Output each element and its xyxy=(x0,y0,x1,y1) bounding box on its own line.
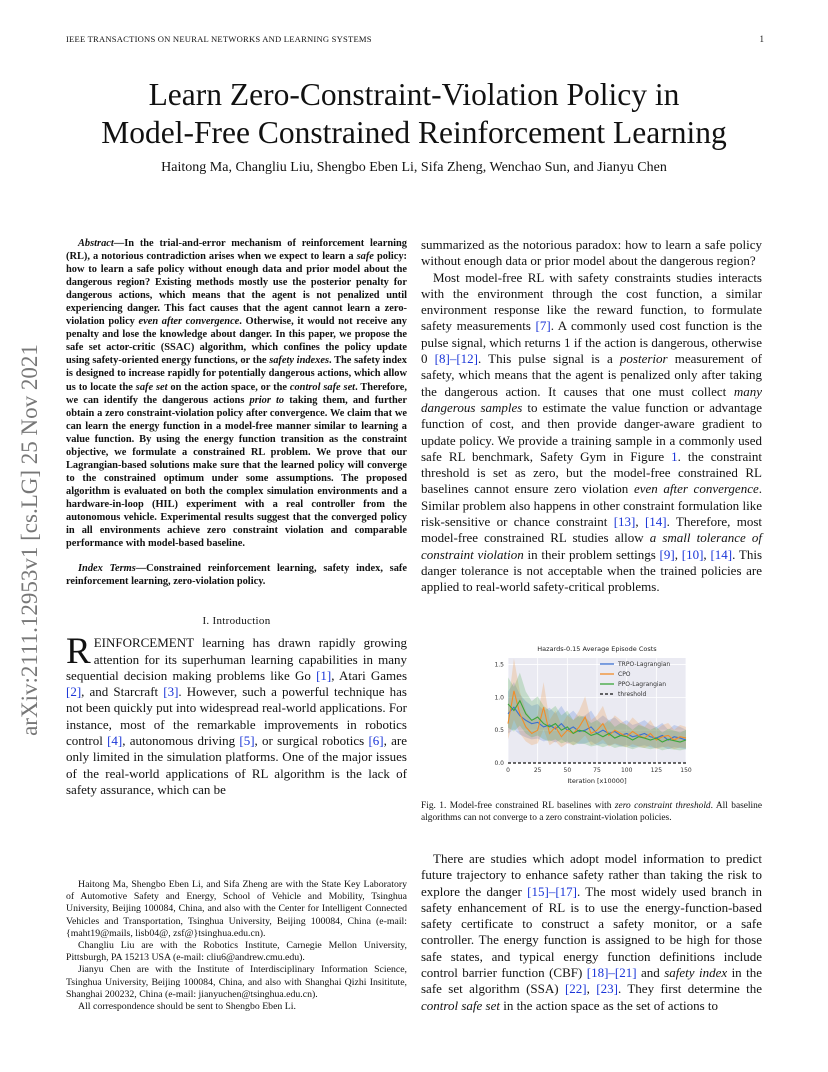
y-tick-label: 1.5 xyxy=(494,661,504,669)
arxiv-stamp: arXiv:2111.12953v1 [cs.LG] 25 Nov 2021 xyxy=(17,344,42,736)
abstract-text: —In the trial-and-error mechanism of reinforcement learning (RL), a notorious contradiction arises when we expect to learn a xyxy=(66,238,407,263)
body-paragraph xyxy=(421,851,762,1014)
citation-link[interactable]: [5] xyxy=(239,733,255,748)
intro-text: , Atari Games xyxy=(331,667,407,683)
page-number: 1 xyxy=(759,34,764,44)
abstract xyxy=(66,237,407,550)
chart-title: Hazards-0.15 Average Episode Costs xyxy=(537,645,657,653)
body-emph: a small tolerance of constraint violation xyxy=(421,530,762,562)
citation-link[interactable]: [6] xyxy=(368,733,384,748)
abstract-lead: Abstract xyxy=(78,238,114,249)
y-tick-labels xyxy=(494,662,504,767)
citation-link[interactable]: [22] xyxy=(564,981,587,997)
citation-link[interactable]: [14] xyxy=(644,514,667,530)
caption-text: . All baseline algorithms can not converge to a zero constraint-violation policies. xyxy=(421,801,762,823)
continued-paragraph: summarized as the notorious paradox: how to learn a safe policy without enough data or prior model about the dangerous region? xyxy=(421,237,762,269)
right-column-lower xyxy=(421,851,762,1014)
index-terms-text: —Constrained reinforcement learning, safety index, safe reinforcement learning, zero-violation policy. xyxy=(66,563,407,588)
abstract-text: on the action space, or the xyxy=(167,381,290,393)
paper-title xyxy=(60,76,768,152)
intro-text: EINFORCEMENT learning has drawn rapidly growing attention for its superhuman learning capabilities in many sequential decision making problems like Go xyxy=(66,635,407,683)
author-list: Haitong Ma, Changliu Liu, Shengbo Eben Li, Sifa Zheng, Wenchao Sun, and Jianyu Chen xyxy=(161,160,667,175)
citation-link[interactable]: [23] xyxy=(596,981,618,997)
body-text: to estimate the value function or advantage function of cost, and then provide danger-aware gradient to update policy. We provide a training sample in a commonly used safe RL benchmark, Safety Gym in Figure xyxy=(421,399,762,464)
body-text: , xyxy=(703,546,711,562)
body-text: in the action space as the set of actions to xyxy=(499,997,718,1013)
y-tick-label: 0.0 xyxy=(494,760,504,767)
x-tick-label: 25 xyxy=(533,767,542,774)
figure-chart xyxy=(480,640,700,790)
caption-text: Model-free constrained RL baselines with xyxy=(446,801,615,811)
body-text: . A commonly used cost function is the pulse signal, which returns 1 if the action is dangerous, otherwise 0 xyxy=(421,318,762,367)
caption-lead: Fig. 1. xyxy=(421,801,447,811)
x-tick-label: 150 xyxy=(680,767,692,774)
citation-link[interactable]: [1] xyxy=(316,667,332,683)
body-text: Most model-free RL with safety constraints studies interacts with the environment through the cost function, a similar environment response like the reward function, to formulate safety measurements xyxy=(421,269,762,334)
x-tick-label: 100 xyxy=(620,767,633,774)
citation-link[interactable]: [14] xyxy=(710,546,733,562)
citation-link[interactable]: [10] xyxy=(681,546,704,562)
x-tick-label: 125 xyxy=(650,767,663,774)
figure-ref-link[interactable]: 1 xyxy=(671,448,678,464)
abstract-emph: prior to xyxy=(249,394,285,406)
citation-link[interactable]: [7] xyxy=(535,318,551,334)
abstract-text: policy: how to learn a safe policy without enough data and prior model about the dangerous region? Existing methods mostly use the posterior penalty for dangerous actions, which means that the agent is not penalized until experiencing danger. This fact causes that the agent cannot learn a zero-violation policy xyxy=(66,251,407,328)
citation-link[interactable]: [8]–[12] xyxy=(434,351,478,367)
intro-text: , autonomous driving xyxy=(122,733,240,748)
body-text: . This pulse signal is a xyxy=(477,351,620,367)
body-text: , xyxy=(674,546,682,562)
body-text: . the constraint threshold is set as zero, but the model-free constrained RL baselines cannot ensure zero violation xyxy=(421,448,762,497)
left-column xyxy=(66,237,407,798)
footnotes xyxy=(66,879,407,1013)
citation-link[interactable]: [9] xyxy=(659,546,675,562)
intro-text: , or surgical robotics xyxy=(254,733,369,748)
running-header: IEEE TRANSACTIONS ON NEURAL NETWORKS AND LEARNING SYSTEMS xyxy=(66,34,372,44)
body-text: . The most widely used branch in safety enhancement of RL is to use the energy-function-based safety certificate to construct a safety monitor, or a safe controller. The energy function is assigned to be high for those safe states, and typical energy function definitions include control barrier function (CBF) xyxy=(421,883,763,981)
section-heading: I. Introduction xyxy=(202,615,271,628)
body-text: measurement of safety, which means that the agent is penalized only after taking the dangerous action. It causes that one must collect xyxy=(421,351,763,399)
index-terms-lead: Index Terms xyxy=(78,563,136,575)
y-tick-label: 0.5 xyxy=(494,727,504,735)
legend-label: PPO-Lagrangian xyxy=(618,681,667,688)
citation-link[interactable]: [2] xyxy=(66,684,82,700)
legend-label: threshold xyxy=(618,691,647,698)
title-line-1: Learn Zero-Constraint-Violation Policy in xyxy=(148,77,680,112)
x-tick-labels xyxy=(506,767,692,774)
body-text: . They first determine the xyxy=(617,981,763,997)
x-tick-label: 0 xyxy=(506,767,510,774)
drop-cap: R xyxy=(66,631,91,673)
citation-link[interactable]: [4] xyxy=(107,733,123,748)
body-text: in the safe set algorithm (SSA) xyxy=(421,965,762,997)
intro-text: , and Starcraft xyxy=(81,684,164,700)
footnote: Jianyu Chen are with the Institute of Interdisciplinary Information Science, Tsinghua University, Beijing 100084, China, and also with Shanghai Qizhi Insititute, Shanghai 200232, China (e-mail: jianyuchen@tsinghua.edu.cn). xyxy=(66,964,407,1000)
abstract-emph: even after convergence xyxy=(138,316,240,328)
body-text: . This danger tolerance is not acceptable when the trained policies are applied to real-world safety-critical problems. xyxy=(421,546,763,595)
body-emph: posterior xyxy=(619,351,668,367)
legend-label: CPO xyxy=(618,671,631,678)
abstract-text: . The safety index is designed to increase rapidly for potentially dangerous actions, which allow us to locate the xyxy=(66,355,407,393)
abstract-emph: safe xyxy=(356,251,374,263)
footnote: All correspondence should be sent to Shengbo Eben Li. xyxy=(78,1001,296,1013)
body-paragraph xyxy=(421,270,762,596)
citation-link[interactable]: [15]–[17] xyxy=(527,883,577,899)
y-tick-label: 1.0 xyxy=(494,694,504,702)
footnote: Changliu Liu are with the Robotics Institute, Carnegie Mellon University, Pittsburgh, PA 15213 USA (e-mail: cliu6@andrew.cmu.edu). xyxy=(66,940,407,964)
index-terms xyxy=(66,562,407,588)
abstract-text: taking them, and further obtain a zero constraint-violation policy after convergence. We claim that we can learn the energy function in a model-free manner similar to learning a value function. By using the energy function transition as the constraint objective, we formulate a constrained RL problem. We prove that our Lagrangian-based solutions make sure that the learned policy will converge to the constrained optimum under some assumptions. The proposed algorithm is evaluated on both the complex simulation environments and a hardware-in-loop (HIL) experiment with a real controller from the autonomous vehicle. Experimental results suggest that the converged policy in all environments achieve zero constraint violation and comparable performance with model-based baseline. xyxy=(66,394,408,550)
body-text: , xyxy=(586,981,597,997)
body-emph: many dangerous samples xyxy=(421,383,762,415)
x-tick-label: 75 xyxy=(593,767,601,774)
body-text: in their problem settings xyxy=(523,546,660,562)
intro-paragraph xyxy=(66,631,407,798)
intro-text: . However, such a powerful technique has not been quickly put into widespread real-world applications. For instance, most of the remarkable improvements in robotics control xyxy=(66,684,407,748)
right-column xyxy=(421,237,762,596)
body-text: and xyxy=(636,965,665,981)
legend-label: TRPO-Lagrangian xyxy=(618,661,671,668)
x-axis-label: Iteration [x10000] xyxy=(567,777,627,785)
caption-emph: zero constraint threshold xyxy=(614,801,711,811)
citation-link[interactable]: [18]–[21] xyxy=(586,965,637,981)
intro-text: , are only limited in the simulation platforms. One of the major issues of the real-world applications of RL algorithm is the lack of safety assurance, which can be xyxy=(66,733,407,797)
abstract-emph: safety indexes xyxy=(269,355,329,367)
x-tick-label: 50 xyxy=(563,767,572,774)
abstract-emph: control safe set xyxy=(289,381,356,393)
title-line-2: Model-Free Constrained Reinforcement Learning xyxy=(101,115,727,150)
body-emph: even after convergence xyxy=(633,481,759,497)
body-emph: control safe set xyxy=(421,997,500,1013)
figure-caption xyxy=(421,801,762,824)
citation-link[interactable]: [3] xyxy=(163,684,179,700)
abstract-text: . Therefore, we can identify the dangerous actions xyxy=(66,381,408,406)
body-text: . Therefore, most model-free constrained RL studies allow xyxy=(421,514,762,546)
footnote: Haitong Ma, Shengbo Eben Li, and Sifa Zheng are with the State Key Laboratory of Automotive Safety and Energy, School of Vehicle and Mobility, Tsinghua University, Beijing 100084, China, and also with the Center for Intelligent Connected Vehicles and Transportation, Tsinghua University, Beijing 100084, China (e-mail: {maht19@mails, lisb04@, zsf@}tsinghua.edu.cn). xyxy=(66,879,407,939)
body-text: There are studies which adopt model information to predict future trajectory to enhance safety rather than taking the risk to explore the danger xyxy=(421,851,762,899)
abstract-text: . Otherwise, it would not receive any penalty and lose the knowledge about danger. In this paper, we propose the safe set actor-critic (SSAC) algorithm, which confines the policy update using safety-oriented energy functions, or the xyxy=(66,316,407,367)
abstract-emph: safe set xyxy=(135,381,168,393)
citation-link[interactable]: [13] xyxy=(613,514,636,530)
body-text: , xyxy=(635,514,645,530)
body-text: . Similar problem also happens in other constraint formulation like risk-sensitive or chance constraint xyxy=(421,481,762,530)
body-emph: safety index xyxy=(664,965,728,981)
